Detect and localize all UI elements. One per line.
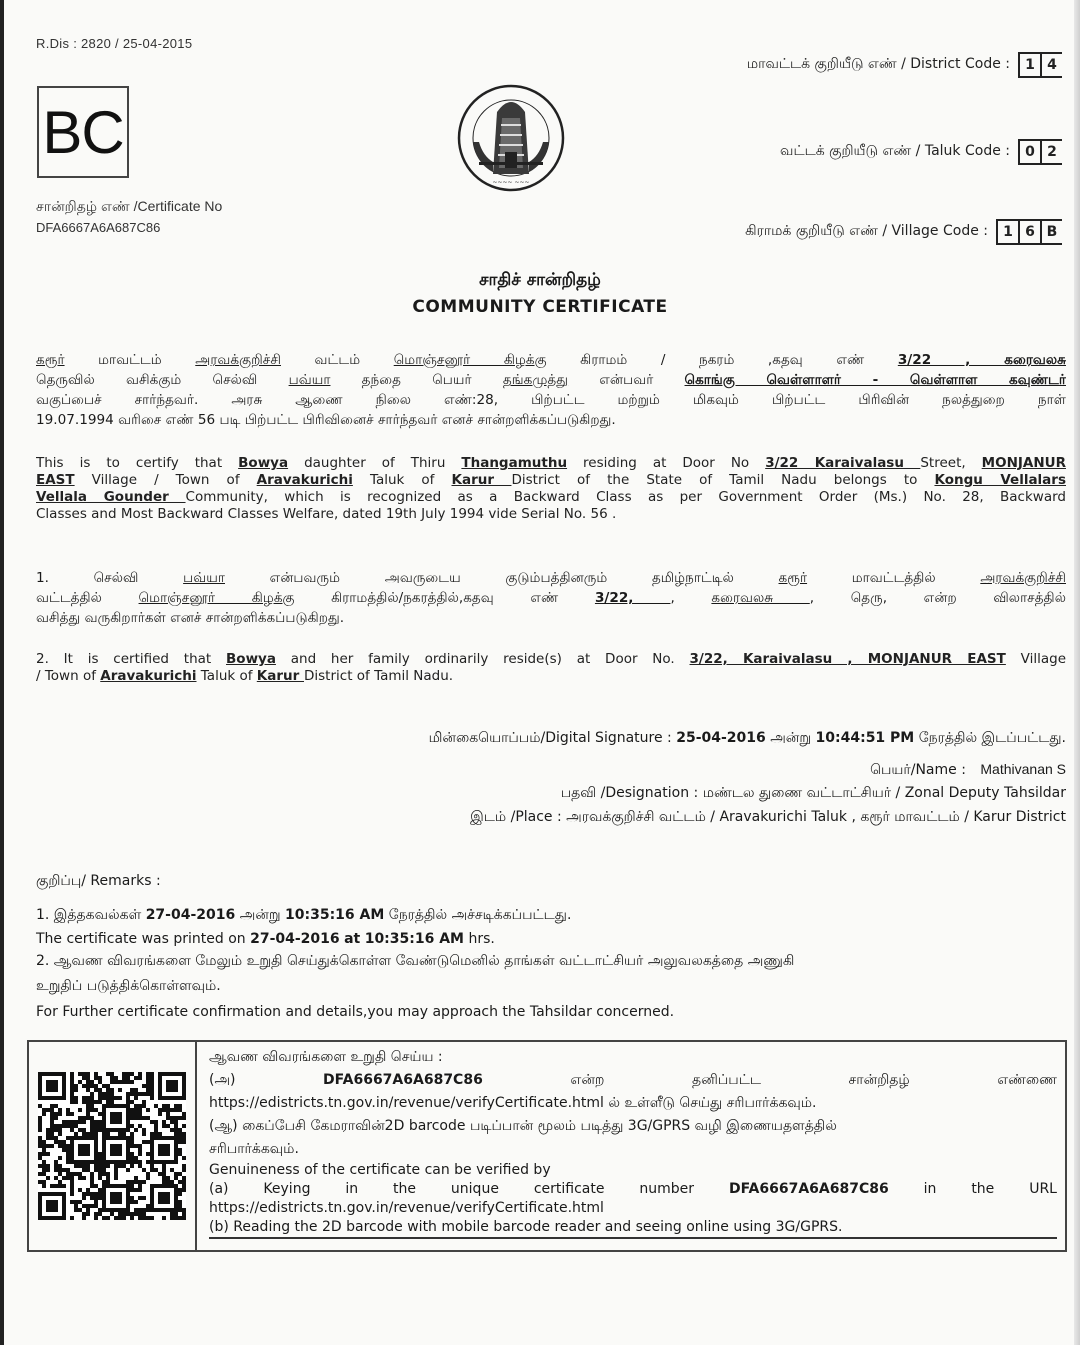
residence-english	[36, 651, 1066, 685]
text-run: வட்டத்தில்	[36, 590, 139, 606]
filled-field: மொஞ்சனூர் கிழக்கு	[138, 590, 295, 606]
filled-field: MONJANUR	[981, 455, 1066, 471]
qr-finder	[78, 1144, 90, 1156]
remark-2-english: For Further certificate confirmation and details,you may approach the Tahsildar concerned.	[36, 1004, 675, 1020]
filled-field: தங்கமுத்து	[502, 372, 569, 388]
verify-url-tamil: https://edistricts.tn.gov.in/revenue/verifyCertificate.html ல் உள்ளீடு செய்து சரிபார்க்கவும்.	[209, 1095, 817, 1111]
residence-tamil	[36, 568, 1066, 628]
digital-signature-date: 25-04-2016	[676, 730, 766, 746]
code-digit: 2	[1040, 139, 1062, 165]
remark-1-english	[36, 931, 495, 947]
taluk-code-row	[780, 139, 1062, 165]
rich-line	[36, 651, 1066, 668]
text-run: daughter of Thiru	[288, 455, 462, 471]
filled-field: அரவக்குறிச்சி	[195, 352, 281, 368]
signer-name-label: பெயர்/Name :	[870, 762, 966, 778]
text-run: 2. It is certified that	[36, 651, 226, 667]
remark-1-tamil	[36, 907, 571, 925]
text-run: தெருவில் வசிக்கும் செல்வி	[36, 372, 289, 388]
filled-field: Vellala Gounder	[36, 489, 186, 505]
certificate-number: DFA6667A6A687C86	[36, 220, 161, 235]
taluk-code-boxes	[1018, 139, 1062, 165]
remark-date: 27-04-2016	[250, 931, 340, 947]
rich-line	[36, 588, 1066, 608]
filled-field: 3/22, Karaivalasu , MONJANUR EAST	[689, 651, 1006, 667]
filled-field: Bowya	[226, 651, 276, 667]
verify-word: certificate	[533, 1181, 605, 1197]
district-code-label: மாவட்டக் குறியீடு எண் / District Code :	[746, 56, 1010, 72]
scan-edge-left	[0, 0, 4, 1345]
certification-tamil	[36, 350, 1066, 430]
filled-field: Aravakurichi	[100, 668, 197, 684]
filled-field: 3/22,	[594, 590, 671, 606]
code-digit: 1	[996, 219, 1018, 245]
qr-finder	[110, 1192, 122, 1204]
verify-certificate-code: DFA6667A6A687C86	[323, 1072, 483, 1088]
filled-field: 3/22 , கரைவலசு	[897, 352, 1066, 368]
text-run: Taluk of	[196, 668, 257, 684]
verification-text	[209, 1046, 1057, 1239]
verify-word: சான்றிதழ்	[848, 1072, 910, 1088]
qr-cell	[29, 1042, 197, 1250]
remark-text: The certificate was printed on	[36, 931, 246, 947]
remark-time: 10:35:16 AM	[364, 931, 464, 947]
verify-heading-english: Genuineness of the certificate can be verified by	[209, 1162, 551, 1178]
verify-word: என்ற	[570, 1072, 605, 1088]
filled-field: Aravakurichi	[256, 472, 353, 488]
text-run: Street,	[920, 455, 982, 471]
text-run: Taluk of	[352, 472, 452, 488]
remark-date: 27-04-2016	[145, 907, 236, 923]
filled-field: கரூர்	[36, 352, 65, 368]
text-run: , தெரு, என்ற விலாசத்தில்	[809, 590, 1066, 606]
qr-finder	[158, 1144, 170, 1156]
svg-text:~~~~ ~~~: ~~~~ ~~~	[492, 179, 530, 186]
text-run: தந்தை பெயர்	[330, 372, 503, 388]
verify-word: தனிப்பட்ட	[691, 1072, 761, 1088]
code-digit: 6	[1018, 219, 1040, 245]
text-run: என்பவர்	[568, 372, 685, 388]
verify-url-english[interactable]: https://edistricts.tn.gov.in/revenue/verifyCertificate.html	[209, 1200, 604, 1216]
district-code-row	[747, 52, 1062, 78]
village-code-boxes	[996, 219, 1062, 245]
qr-finder	[166, 1080, 178, 1092]
rich-line	[36, 489, 1066, 506]
verify-word: in	[923, 1181, 937, 1197]
code-digit: 1	[1018, 52, 1040, 78]
filled-field: பவ்யா	[288, 372, 331, 388]
digital-signature-time: 10:44:51 PM	[815, 730, 915, 746]
place-value: அரவக்குறிச்சி வட்டம் / Aravakurichi Taluk , கரூர் மாவட்டம் / Karur District	[566, 809, 1066, 825]
filled-field: EAST	[36, 472, 75, 488]
title-tamil: சாதிச் சான்றிதழ்	[479, 270, 601, 290]
title-english: COMMUNITY CERTIFICATE	[412, 297, 668, 317]
remark-text: hrs.	[468, 931, 495, 947]
signer-name: Mathivanan S	[980, 761, 1066, 777]
filled-field: Bowya	[238, 455, 289, 471]
text-line: Classes and Most Backward Classes Welfare, dated 19th July 1994 vide Serial No. 56 .	[36, 506, 617, 522]
verify-tamil-b-line-1: (ஆ) கைப்பேசி கேமராவின்2D barcode படிப்பான் மூலம் படித்து 3G/GPRS வழி இணையதளத்தில்	[209, 1118, 837, 1134]
text-line: வகுப்பைச் சார்ந்தவர். அரசு ஆணை நிலை எண்:28, பிற்பட்ட மற்றும் மிகவும் பிற்பட்ட பிரிவின் நலத்துறை நாள்	[36, 392, 1066, 408]
text-run: residing at Door No	[567, 455, 766, 471]
rich-line	[36, 568, 1066, 588]
verify-heading-tamil: ஆவண விவரங்களை உறுதி செய்ய :	[209, 1049, 443, 1065]
text-run: ,	[670, 590, 712, 606]
text-run: Community, which is recognized as a Backward Class as per Government Order (Ms.) No. 28, Backward	[185, 489, 1066, 505]
signer-name-line	[870, 761, 1066, 780]
qr-finder	[110, 1112, 122, 1124]
certification-english	[36, 455, 1066, 523]
text-run: 1. செல்வி	[36, 570, 184, 586]
remark-text: at	[344, 931, 361, 947]
remarks-heading: குறிப்பு/ Remarks :	[36, 873, 161, 889]
taluk-code-label: வட்டக் குறியீடு எண் / Taluk Code :	[780, 143, 1010, 159]
reference-number: R.Dis : 2820 / 25-04-2015	[36, 36, 193, 51]
designation-label: பதவி /Designation :	[560, 785, 699, 801]
rich-line	[36, 668, 1066, 685]
digital-signature-suffix: நேரத்தில் இடப்பட்டது.	[918, 730, 1066, 746]
verify-word: URL	[1029, 1181, 1057, 1197]
verify-english-b-line: (b) Reading the 2D barcode with mobile barcode reader and seeing online using 3G/GPRS.	[209, 1218, 1057, 1239]
place-line	[470, 809, 1066, 827]
text-run: District of Tamil Nadu.	[304, 668, 454, 684]
qr-finder	[46, 1200, 58, 1212]
filled-field: Karur	[451, 472, 512, 488]
remark-text: 1. இத்தகவல்கள்	[36, 907, 142, 923]
remark-text: நேரத்தில் அச்சடிக்கப்பட்டது.	[388, 907, 572, 923]
verify-word: number	[639, 1181, 695, 1197]
remark-2-tamil-line-1: 2. ஆவண விவரங்களை மேலும் உறுதி செய்துக்கொள்ள வேண்டுமெனில் தாங்கள் வட்டாட்சியர் அலுவலகத்தை அணுகி	[36, 953, 795, 969]
filled-field: கொங்கு வெள்ளாளர் - வெள்ளாள கவுண்டர்	[684, 372, 1066, 388]
rich-line	[36, 350, 1066, 370]
category-badge-text: BC	[42, 98, 124, 166]
verify-marker: (அ)	[209, 1072, 236, 1088]
digital-signature-on: அன்று	[770, 730, 812, 746]
qr-finder	[110, 1144, 122, 1156]
filled-field: 3/22 Karaivalasu	[765, 455, 921, 471]
filled-field: மொஞ்சனூர் கிழக்கு	[393, 352, 547, 368]
village-code-row	[745, 219, 1062, 245]
text-run: Village / Town of	[74, 472, 257, 488]
text-run: District of the State of Tamil Nadu belongs to	[511, 472, 935, 488]
category-badge	[37, 86, 129, 178]
verify-word: the	[971, 1181, 995, 1197]
certificate-number-label: சான்றிதழ் எண் /Certificate No	[36, 198, 223, 214]
digital-signature-label: மின்கையொப்பம்/Digital Signature :	[428, 730, 672, 746]
verify-word: the	[393, 1181, 417, 1197]
village-code-label: கிராமக் குறியீடு எண் / Village Code :	[745, 223, 988, 239]
text-run: கிராமத்தில்/நகரத்தில்,கதவு எண்	[294, 590, 595, 606]
remark-text: அன்று	[239, 907, 281, 923]
verify-tamil-a-line	[209, 1069, 1057, 1092]
rich-line	[36, 370, 1066, 390]
remark-time: 10:35:16 AM	[285, 907, 385, 923]
code-digit: 4	[1040, 52, 1062, 78]
verify-certificate-code: DFA6667A6A687C86	[728, 1181, 889, 1197]
code-digit: B	[1040, 219, 1062, 245]
digital-signature-line	[429, 730, 1066, 748]
verify-word: unique	[450, 1181, 499, 1197]
verify-word: (a)	[209, 1181, 229, 1197]
filled-field: Kongu Vellalars	[934, 472, 1066, 488]
qr-finder	[46, 1080, 58, 1092]
filled-field: கரைவலசு	[711, 590, 810, 606]
rich-line	[36, 455, 1066, 472]
text-run: என்பவரும் அவருடைய குடும்பத்தினரும் தமிழ்நாட்டில்	[225, 570, 779, 586]
text-run: வட்டம்	[281, 352, 394, 368]
filled-field: அரவக்குறிச்சி	[980, 570, 1066, 586]
place-label: இடம் /Place :	[470, 809, 562, 825]
code-digit: 0	[1018, 139, 1040, 165]
designation-value: மண்டல துணை வட்டாட்சியர் / Zonal Deputy Tahsildar	[702, 785, 1066, 801]
text-line: 19.07.1994 வரிசை எண் 56 படி பிற்பட்ட பிரிவினைச் சார்ந்தவர் எனச் சான்றளிக்கப்படுகிறது.	[36, 412, 616, 428]
verify-english-a-line	[209, 1180, 1057, 1199]
verify-word: Keying	[263, 1181, 311, 1197]
filled-field: பவ்யா	[183, 570, 225, 586]
verify-word: எண்ணை	[997, 1072, 1057, 1088]
text-run: This is to certify that	[36, 455, 239, 471]
scan-edge-right	[1074, 0, 1080, 1345]
text-run: மாவட்டத்தில்	[807, 570, 981, 586]
filled-field: கரூர்	[778, 570, 808, 586]
text-run: / Town of	[36, 668, 101, 684]
district-code-boxes	[1018, 52, 1062, 78]
designation-line	[561, 785, 1066, 803]
rich-line	[36, 472, 1066, 489]
tamil-nadu-emblem-icon	[453, 82, 569, 194]
remark-2-tamil-line-2: உறுதிப் படுத்திக்கொள்ளவும்.	[36, 978, 221, 994]
verify-tamil-b-line-2: சரிபார்க்கவும்.	[209, 1141, 299, 1157]
verification-box	[27, 1040, 1067, 1252]
qr-finder	[158, 1192, 170, 1204]
text-run: Village	[1005, 651, 1066, 667]
filled-field: Thangamuthu	[461, 455, 568, 471]
qr-code-icon[interactable]	[38, 1072, 186, 1220]
text-run: and her family ordinarily reside(s) at Door No.	[275, 651, 690, 667]
text-run: கிராமம் / நகரம் ,கதவு எண்	[546, 352, 898, 368]
verify-word: in	[345, 1181, 359, 1197]
filled-field: Karur	[256, 668, 304, 684]
text-run: மாவட்டம்	[64, 352, 196, 368]
text-line: வசித்து வருகிறார்கள் எனச் சான்றளிக்கப்படுகிறது.	[36, 610, 345, 626]
